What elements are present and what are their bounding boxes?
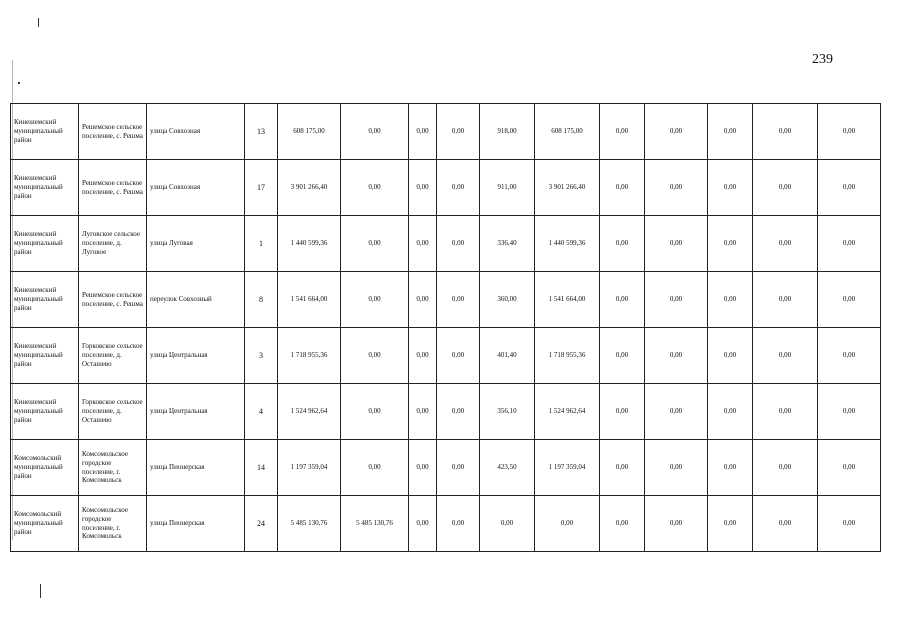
street-cell: улица Центральная (147, 328, 245, 384)
value-cell: 0,00 (645, 384, 708, 440)
house-number-cell: 4 (245, 384, 278, 440)
value-cell: 0,00 (600, 272, 645, 328)
value-cell: 0,00 (600, 104, 645, 160)
value-cell: 0,00 (753, 272, 818, 328)
district-cell: Кинешемский муниципальный район (11, 104, 79, 160)
value-cell: 360,00 (480, 272, 535, 328)
table-row (11, 496, 881, 552)
value-cell: 0,00 (341, 272, 409, 328)
value-cell: 0,00 (818, 496, 881, 552)
value-cell: 0,00 (437, 384, 480, 440)
value-cell: 0,00 (341, 216, 409, 272)
value-cell: 0,00 (437, 272, 480, 328)
value-cell: 1 541 664,00 (278, 272, 341, 328)
scan-mark (40, 584, 41, 598)
street-cell: улица Пионерская (147, 440, 245, 496)
value-cell: 0,00 (753, 328, 818, 384)
district-cell: Кинешемский муниципальный район (11, 384, 79, 440)
value-cell: 0,00 (341, 328, 409, 384)
value-cell: 0,00 (600, 160, 645, 216)
settlement-cell: Решемское сельское поселение, с. Решма (79, 272, 147, 328)
value-cell: 3 901 266,40 (535, 160, 600, 216)
value-cell: 0,00 (645, 496, 708, 552)
value-cell: 5 485 130,76 (341, 496, 409, 552)
street-cell: улица Совхозная (147, 104, 245, 160)
value-cell: 0,00 (437, 216, 480, 272)
value-cell: 0,00 (409, 216, 437, 272)
scan-mark (12, 60, 13, 540)
value-cell: 0,00 (600, 496, 645, 552)
settlement-cell: Решемское сельское поселение, с. Решма (79, 160, 147, 216)
value-cell: 0,00 (645, 160, 708, 216)
settlement-cell: Горковское сельское поселение, д. Осташево (79, 328, 147, 384)
district-cell: Кинешемский муниципальный район (11, 160, 79, 216)
value-cell: 0,00 (818, 104, 881, 160)
value-cell: 1 440 599,36 (535, 216, 600, 272)
value-cell: 1 718 955,36 (278, 328, 341, 384)
value-cell: 608 175,00 (535, 104, 600, 160)
scan-mark (38, 18, 39, 27)
settlement-cell: Решемское сельское поселение, с. Решма (79, 104, 147, 160)
value-cell: 0,00 (818, 440, 881, 496)
value-cell: 0,00 (341, 384, 409, 440)
value-cell: 0,00 (645, 216, 708, 272)
district-cell: Кинешемский муниципальный район (11, 216, 79, 272)
value-cell: 608 175,00 (278, 104, 341, 160)
table-row (11, 328, 881, 384)
table-row (11, 272, 881, 328)
value-cell: 0,00 (708, 104, 753, 160)
value-cell: 0,00 (437, 328, 480, 384)
value-cell: 0,00 (437, 160, 480, 216)
value-cell: 0,00 (600, 384, 645, 440)
value-cell: 3 901 266,40 (278, 160, 341, 216)
settlement-cell: Комсомольское городское поселение, г. Комсомольск (79, 496, 147, 552)
value-cell: 0,00 (708, 384, 753, 440)
value-cell: 1 197 359,04 (535, 440, 600, 496)
value-cell: 0,00 (753, 384, 818, 440)
value-cell: 336,40 (480, 216, 535, 272)
value-cell: 0,00 (409, 440, 437, 496)
value-cell: 1 718 955,36 (535, 328, 600, 384)
value-cell: 0,00 (437, 496, 480, 552)
street-cell: переулок Совхозный (147, 272, 245, 328)
value-cell: 0,00 (409, 272, 437, 328)
value-cell: 0,00 (753, 496, 818, 552)
value-cell: 401,40 (480, 328, 535, 384)
value-cell: 911,00 (480, 160, 535, 216)
value-cell: 0,00 (341, 104, 409, 160)
value-cell: 0,00 (600, 328, 645, 384)
value-cell: 0,00 (480, 496, 535, 552)
table-row (11, 104, 881, 160)
value-cell: 0,00 (341, 160, 409, 216)
value-cell: 1 524 962,64 (278, 384, 341, 440)
district-cell: Комсомольский муниципальный район (11, 496, 79, 552)
value-cell: 0,00 (708, 272, 753, 328)
value-cell: 0,00 (708, 328, 753, 384)
value-cell: 1 440 599,36 (278, 216, 341, 272)
value-cell: 0,00 (341, 440, 409, 496)
table-row (11, 216, 881, 272)
value-cell: 0,00 (708, 160, 753, 216)
house-number-cell: 8 (245, 272, 278, 328)
table-row (11, 384, 881, 440)
house-number-cell: 14 (245, 440, 278, 496)
value-cell: 0,00 (409, 496, 437, 552)
value-cell: 0,00 (818, 160, 881, 216)
value-cell: 0,00 (409, 104, 437, 160)
value-cell: 0,00 (409, 328, 437, 384)
value-cell: 1 524 962,64 (535, 384, 600, 440)
house-number-cell: 17 (245, 160, 278, 216)
value-cell: 0,00 (753, 160, 818, 216)
house-number-cell: 13 (245, 104, 278, 160)
value-cell: 1 541 664,00 (535, 272, 600, 328)
value-cell: 356,10 (480, 384, 535, 440)
page-number: 239 (812, 52, 833, 67)
value-cell: 0,00 (753, 440, 818, 496)
value-cell: 0,00 (818, 216, 881, 272)
house-number-cell: 24 (245, 496, 278, 552)
street-cell: улица Луговая (147, 216, 245, 272)
table-row (11, 160, 881, 216)
district-cell: Кинешемский муниципальный район (11, 328, 79, 384)
settlement-cell: Комсомольское городское поселение, г. Комсомольск (79, 440, 147, 496)
value-cell: 0,00 (645, 104, 708, 160)
value-cell: 0,00 (409, 160, 437, 216)
value-cell: 0,00 (645, 272, 708, 328)
housing-data-table (10, 103, 881, 552)
settlement-cell: Горковское сельское поселение, д. Осташево (79, 384, 147, 440)
house-number-cell: 1 (245, 216, 278, 272)
scan-mark (18, 82, 20, 84)
value-cell: 918,00 (480, 104, 535, 160)
district-cell: Комсомольский муниципальный район (11, 440, 79, 496)
settlement-cell: Луговское сельское поселение, д. Луговое (79, 216, 147, 272)
value-cell: 0,00 (645, 440, 708, 496)
value-cell: 0,00 (708, 496, 753, 552)
street-cell: улица Центральная (147, 384, 245, 440)
street-cell: улица Пионерская (147, 496, 245, 552)
value-cell: 0,00 (600, 440, 645, 496)
value-cell: 0,00 (437, 440, 480, 496)
house-number-cell: 3 (245, 328, 278, 384)
value-cell: 0,00 (818, 384, 881, 440)
value-cell: 0,00 (753, 216, 818, 272)
value-cell: 0,00 (708, 216, 753, 272)
value-cell: 0,00 (818, 328, 881, 384)
value-cell: 0,00 (645, 328, 708, 384)
street-cell: улица Совхозная (147, 160, 245, 216)
value-cell: 5 485 130,76 (278, 496, 341, 552)
value-cell: 0,00 (753, 104, 818, 160)
value-cell: 0,00 (409, 384, 437, 440)
value-cell: 1 197 359,04 (278, 440, 341, 496)
value-cell: 0,00 (600, 216, 645, 272)
value-cell: 0,00 (437, 104, 480, 160)
value-cell: 423,50 (480, 440, 535, 496)
value-cell: 0,00 (535, 496, 600, 552)
district-cell: Кинешемский муниципальный район (11, 272, 79, 328)
table-row (11, 440, 881, 496)
value-cell: 0,00 (708, 440, 753, 496)
value-cell: 0,00 (818, 272, 881, 328)
